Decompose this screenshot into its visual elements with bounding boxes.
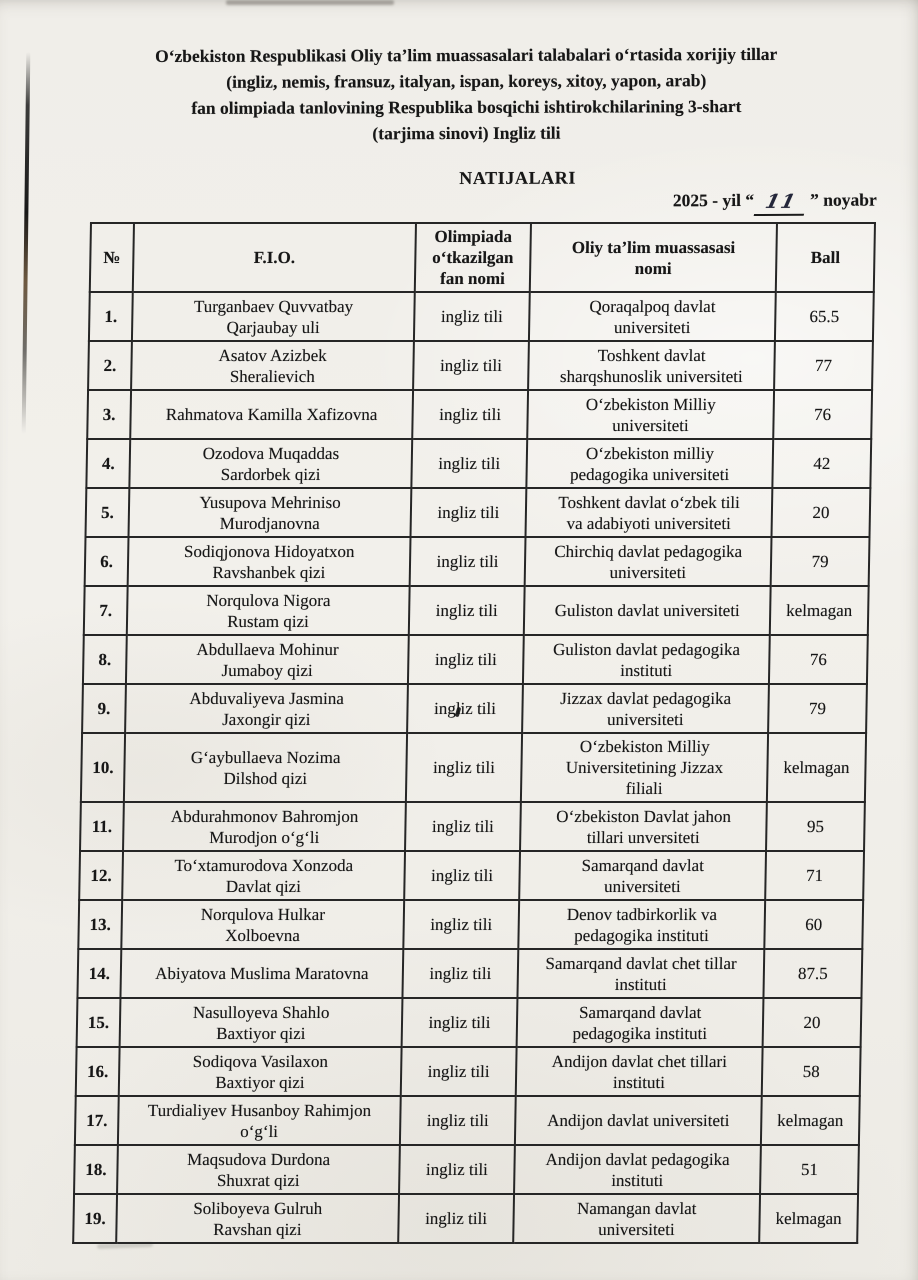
fio-cell: Soliboyeva Gulruh Ravshan qizi [116,1194,399,1243]
table-row [76,1047,861,1096]
table-row [75,1096,860,1145]
subject-cell: ingliz tili [407,684,523,733]
institution-cell: Samarqand davlat chet tillar instituti [517,949,764,998]
results-table-wrapper [72,222,876,1244]
fio-cell: Norqulova Hulkar Xolboevna [121,900,404,949]
row-number-cell: 16. [76,1047,120,1096]
score-cell: 42 [772,439,871,488]
score-cell: 76 [773,390,872,439]
fio-cell: Abdullaeva Mohinur Jumaboy qizi [126,635,409,684]
score-cell: 58 [762,1047,861,1096]
header-score: Ball [776,223,875,292]
fio-cell: Turdialiyev Husanboy Rahimjon o‘g‘li [118,1096,401,1145]
fio-cell: G‘aybullaeva Nozima Dilshod qizi [124,733,407,802]
institution-cell: Samarqand davlat pedagogika instituti [517,998,764,1047]
score-cell: 71 [765,851,864,900]
table-row [85,537,870,586]
row-number-cell: 8. [83,635,127,684]
table-row [83,635,868,684]
institution-cell: Samarqand davlat universiteti [519,851,766,900]
header-institution: Oliy ta’lim muassasasi nomi [530,223,777,292]
row-number-cell: 11. [80,802,124,851]
subject-cell: ingliz tili [409,586,525,635]
date-suffix: ” noyabr [810,189,877,210]
table-row [88,341,873,390]
fio-cell: Asatov Azizbek Sheralievich [131,341,414,390]
row-number-cell: 19. [73,1194,117,1243]
row-number-cell: 4. [86,439,130,488]
subject-cell: ingliz tili [413,341,529,390]
institution-cell: Toshkent davlat o‘zbek tili va adabiyoti universiteti [526,488,773,537]
table-row [84,586,869,635]
fio-cell: Turganbaev Quvvatbay Qarjaubay uli [132,292,415,341]
institution-cell: Qoraqalpoq davlat universiteti [529,292,776,341]
subject-cell: ingliz tili [403,900,519,949]
score-cell: 79 [768,684,867,733]
score-cell: 87.5 [763,949,862,998]
table-row [78,900,863,949]
row-number-cell: 14. [77,949,121,998]
institution-cell: Andijon davlat pedagogika instituti [514,1145,761,1194]
table-row [86,439,871,488]
row-number-cell: 15. [77,998,121,1047]
document-header [0,0,918,213]
row-number-cell: 6. [85,537,129,586]
row-number-cell: 17. [75,1096,119,1145]
institution-cell: Jizzax davlat pedagogika universiteti [522,684,769,733]
score-cell: 76 [769,635,868,684]
fio-cell: Maqsudova Durdona Shuxrat qizi [117,1145,400,1194]
table-row [87,390,872,439]
row-number-cell: 18. [74,1145,118,1194]
results-heading: NATIJALARI [459,167,576,189]
fio-cell: Nasulloyeva Shahlo Baxtiyor qizi [120,998,403,1047]
handwritten-day: 11 [754,191,810,216]
subject-cell: ingliz tili [402,998,518,1047]
institution-cell: O‘zbekiston Davlat jahon tillari unversiteti [520,802,767,851]
institution-cell: Namangan davlat universiteti [513,1194,760,1243]
table-row [73,1194,858,1243]
table-row [80,802,865,851]
table-row [79,851,864,900]
table-row [86,488,871,537]
header-number: № [90,223,134,292]
institution-cell: Denov tadbirkorlik va pedagogika instituti [518,900,765,949]
fio-cell: To‘xtamurodova Xonzoda Davlat qizi [122,851,405,900]
table-row [89,292,874,341]
score-cell: 60 [764,900,863,949]
header-fio: F.I.O. [133,223,416,292]
score-cell: 77 [774,341,873,390]
subject-cell: ingliz tili [404,851,520,900]
scan-artifact-top-shadow [226,0,394,5]
scan-artifact-left-streak [22,52,31,434]
results-table-body [73,292,874,1243]
results-table [72,222,876,1244]
fio-cell: Abiyatova Muslima Maratovna [120,949,403,998]
fio-cell: Ozodova Muqaddas Sardorbek qizi [129,439,412,488]
score-cell: kelmagan [759,1194,858,1243]
score-cell: 95 [766,802,865,851]
row-number-cell: 1. [89,292,133,341]
subject-cell: ingliz tili [412,390,528,439]
row-number-cell: 2. [88,341,132,390]
score-cell: kelmagan [770,586,869,635]
subject-cell: ingliz tili [400,1096,516,1145]
fio-cell: Norqulova Nigora Rustam qizi [127,586,410,635]
row-number-cell: 5. [86,488,130,537]
header-row [90,223,875,292]
institution-cell: O‘zbekiston milliy pedagogika universiteti [526,439,773,488]
subject-cell: ingliz tili [410,537,526,586]
fio-cell: Abdurahmonov Bahromjon Murodjon o‘g‘li [123,802,406,851]
subject-cell: ingliz tili [401,1047,517,1096]
subject-cell: ingliz tili [411,439,527,488]
subject-cell: ingliz tili [405,802,521,851]
row-number-cell: 3. [87,390,131,439]
row-number-cell: 13. [78,900,122,949]
fio-cell: Sodiqjonova Hidoyatxon Ravshanbek qizi [128,537,411,586]
row-number-cell: 10. [81,733,125,802]
institution-cell: Chirchiq davlat pedagogika universiteti [525,537,772,586]
results-table-header [90,223,875,292]
score-cell: 79 [771,537,870,586]
subject-cell: ingliz tili [398,1194,514,1243]
institution-cell: Andijon davlat universiteti [515,1096,762,1145]
table-row [77,998,862,1047]
header-subject: Olimpiada o‘tkazilgan fan nomi [415,223,531,292]
score-cell: kelmagan [767,733,866,802]
institution-cell: O‘zbekiston Milliy universiteti [527,390,774,439]
date-line [673,190,877,217]
institution-cell: Toshkent davlat sharqshunoslik universiteti [528,341,775,390]
document-title: O‘zbekiston Respublikasi Oliy ta’lim muassasalari talabalari o‘rtasida xorijiy tillar (ingliz, nemis, fransuz, italyan, ispan, koreys, xitoy, yapon, arab) fan olimpiada tanlovining Respublika bosqichi ishtirokchilarining 3-shart (tarjima sinovi) Ingliz tili [155,43,778,144]
score-cell: kelmagan [761,1096,860,1145]
table-row [74,1145,859,1194]
row-number-cell: 7. [84,586,128,635]
fio-cell: Yusupova Mehriniso Murodjanovna [129,488,412,537]
date-prefix: 2025 - yil “ [672,189,755,211]
subject-cell: ingliz tili [402,949,518,998]
institution-cell: Guliston davlat universiteti [524,586,771,635]
institution-cell: Andijon davlat chet tillari instituti [516,1047,763,1096]
subject-cell: ingliz tili [414,292,530,341]
subject-cell: ingliz tili [399,1145,515,1194]
fio-cell: Rahmatova Kamilla Xafizovna [130,390,413,439]
row-number-cell: 12. [79,851,123,900]
table-row [77,949,862,998]
score-cell: 65.5 [775,292,874,341]
subject-cell: ingliz tili [411,488,527,537]
score-cell: 20 [772,488,871,537]
fio-cell: Sodiqova Vasilaxon Baxtiyor qizi [119,1047,402,1096]
institution-cell: O‘zbekiston Milliy Universitetining Jizzax filiali [521,733,768,802]
row-number-cell: 9. [82,684,126,733]
score-cell: 51 [760,1145,859,1194]
fio-cell: Abduvaliyeva Jasmina Jaxongir qizi [125,684,408,733]
score-cell: 20 [763,998,862,1047]
table-row [81,733,866,802]
table-row [82,684,867,733]
institution-cell: Guliston davlat pedagogika instituti [523,635,770,684]
subject-cell: ingliz tili [406,733,522,802]
subject-cell: ingliz tili [408,635,524,684]
